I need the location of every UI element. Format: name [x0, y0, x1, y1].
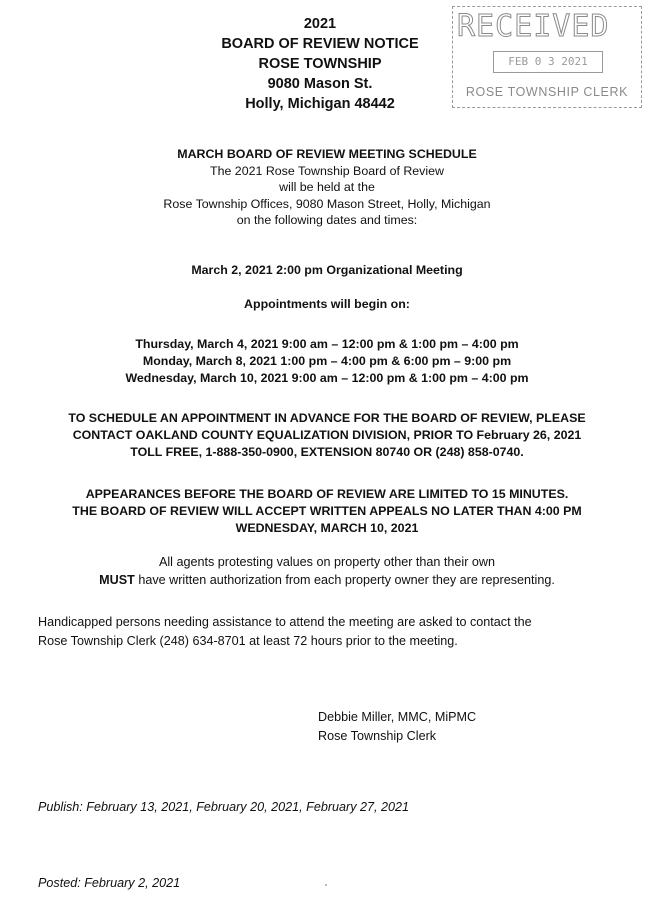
signature-block: [318, 708, 476, 746]
organizational-meeting: March 2, 2021 2:00 pm Organizational Meeting: [191, 263, 463, 277]
city-address: Holly, Michigan 48442: [245, 96, 395, 112]
schedule-section: [20, 146, 634, 229]
notice-title: BOARD OF REVIEW NOTICE: [221, 36, 419, 52]
appointment-date: Thursday, March 4, 2021 9:00 am – 12:00 pm & 1:00 pm – 4:00 pm: [135, 337, 519, 351]
agents-line: [20, 571, 634, 589]
notice-header: [200, 14, 440, 114]
received-stamp: [452, 6, 642, 108]
advance-appointment-notice: [20, 410, 634, 461]
schedule-line: will be held at the: [279, 180, 375, 194]
appearances-line: THE BOARD OF REVIEW WILL ACCEPT WRITTEN APPEALS NO LATER THAN 4:00 PM: [72, 504, 582, 518]
schedule-heading: MARCH BOARD OF REVIEW MEETING SCHEDULE: [177, 147, 477, 161]
received-stamp-word: RECEIVED: [457, 9, 610, 44]
street-address: 9080 Mason St.: [267, 76, 373, 92]
schedule-line: Rose Township Offices, 9080 Mason Street, Holly, Michigan: [163, 196, 491, 211]
signer-title: Rose Township Clerk: [318, 729, 437, 743]
scan-speck: [325, 884, 327, 886]
must-emphasis: MUST: [99, 573, 135, 587]
notice-year: 2021: [303, 16, 337, 32]
appointment-date: Monday, March 8, 2021 1:00 pm – 4:00 pm & 6:00 pm – 9:00 pm: [142, 354, 512, 368]
schedule-line: on the following dates and times:: [236, 213, 418, 227]
agents-line-rest: have written authorization from each property owner they are representing.: [134, 573, 555, 587]
appearances-line: WEDNESDAY, MARCH 10, 2021: [235, 521, 419, 535]
handicap-notice: [38, 613, 618, 651]
appointment-date: Wednesday, March 10, 2021 9:00 am – 12:00 pm & 1:00 pm – 4:00 pm: [125, 371, 529, 385]
handicap-line: Rose Township Clerk (248) 634-8701 at least 72 hours prior to the meeting.: [38, 634, 458, 648]
signer-name: Debbie Miller, MMC, MiPMC: [318, 710, 477, 724]
posted-date: Posted: February 2, 2021: [38, 876, 181, 890]
advance-line: TO SCHEDULE AN APPOINTMENT IN ADVANCE FOR THE BOARD OF REVIEW, PLEASE: [68, 411, 586, 425]
appointments-list: [20, 336, 634, 387]
township-name: ROSE TOWNSHIP: [258, 56, 382, 72]
agents-notice: [20, 553, 634, 589]
received-stamp-clerk: ROSE TOWNSHIP CLERK: [465, 85, 629, 99]
advance-line: TOLL FREE, 1-888-350-0900, EXTENSION 80740 OR (248) 858-0740.: [130, 445, 524, 459]
agents-line: All agents protesting values on property other than their own: [158, 555, 496, 569]
appearances-notice: [20, 486, 634, 537]
publish-dates: Publish: February 13, 2021, February 20, 2021, February 27, 2021: [38, 800, 410, 814]
appointments-heading: Appointments will begin on:: [244, 297, 410, 311]
handicap-line: Handicapped persons needing assistance to attend the meeting are asked to contact the: [38, 615, 532, 629]
schedule-line: The 2021 Rose Township Board of Review: [210, 163, 444, 178]
appearances-line: APPEARANCES BEFORE THE BOARD OF REVIEW ARE LIMITED TO 15 MINUTES.: [85, 487, 569, 501]
advance-line: CONTACT OAKLAND COUNTY EQUALIZATION DIVISION, PRIOR TO February 26, 2021: [72, 428, 582, 442]
received-stamp-date: FEB 0 3 2021: [493, 51, 603, 73]
